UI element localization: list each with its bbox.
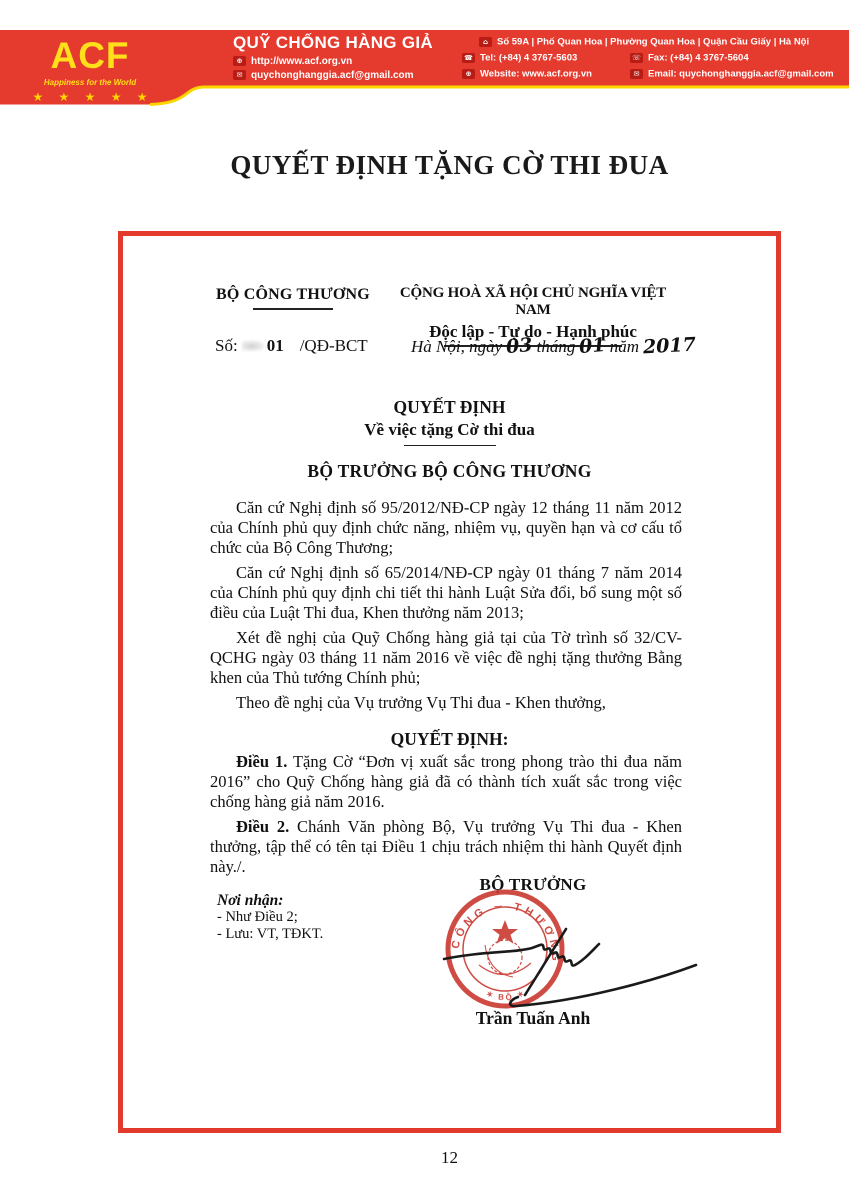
globe-icon: ⊕ [462,69,475,79]
signer-name: Trần Tuấn Anh [475,1008,591,1028]
stamp-ring-text: CÔNG ─ THƯƠNG [449,900,562,966]
org-email: quychonghanggia.acf@gmail.com [251,70,414,81]
recitals [210,498,682,718]
org-name: QUỸ CHỐNG HÀNG GIẢ [233,33,433,52]
document-number-line [215,336,368,356]
contact-web-email-row [462,68,834,80]
decision-title: QUYẾT ĐỊNH [393,397,506,417]
recital-paragraph: Căn cứ Nghị định số 65/2014/NĐ-CP ngày 01 tháng 7 năm 2014 của Chính phủ quy định chi tiết thi hành Luật Sửa đổi, bổ sung một số điều của Luật Thi đua, Khen thưởng năm 2013; [210,563,682,622]
article-2 [210,817,682,877]
page-title: QUYẾT ĐỊNH TẶNG CỜ THI ĐUA [230,150,669,180]
number-suffix: /QĐ-BCT [299,336,368,355]
recital-paragraph: Căn cứ Nghị định số 95/2012/NĐ-CP ngày 12 tháng 11 năm 2012 của Chính phủ quy định chức năng, nhiệm vụ, quyền hạn và cơ cấu tổ chức của Bộ Công Thương; [210,498,682,557]
issuer-block [210,286,376,310]
operative-heading: QUYẾT ĐỊNH: [390,729,509,749]
email-icon: ✉ [630,69,643,79]
contact-block [462,36,834,85]
articles [210,752,682,882]
article-1-label: Điều 1. [236,752,288,771]
contact-email-wrap [630,69,834,80]
date-month-handwritten: 01 [578,333,607,359]
contact-email: Email: quychonghanggia.acf@gmail.com [648,68,834,80]
signature-flourish [444,944,599,966]
signature-diagonal [525,929,566,995]
date-day-handwritten: 03 [505,333,534,359]
article-2-label: Điều 2. [236,817,290,836]
org-block [233,33,433,81]
acf-acronym: ACF [50,35,130,76]
date-month-label: tháng [536,337,576,356]
stamp-bottom-text: ✶ BỘ ✶ [484,988,528,1003]
recipients-label: Nơi nhận: [217,892,284,909]
signature-strokes [428,885,714,1017]
number-prefix: Số: [215,336,238,355]
contact-fax: Fax: (+84) 4 3767-5604 [648,52,749,64]
motto-line1: CỘNG HOÀ XÃ HỘI CHỦ NGHĨA VIỆT NAM [399,285,667,318]
date-line [411,335,700,357]
document-frame [118,231,781,1133]
contact-tel: Tel: (+84) 4 3767-5603 [480,52,578,64]
recipients-item: - Như Điều 2; [217,909,298,925]
contact-fax-wrap [630,53,749,64]
recipients-item: - Lưu: VT, TĐKT. [217,926,324,942]
recital-paragraph: Theo đề nghị của Vụ trưởng Vụ Thi đua - Khen thưởng, [236,693,606,712]
contact-website: Website: www.acf.org.vn [480,68,592,80]
issuer-name: BỘ CÔNG THƯƠNG [216,286,370,303]
home-icon: ⌂ [479,37,492,47]
date-place: Hà Nội, ngày [411,337,503,356]
acf-tagline: Happiness for the World [43,78,137,87]
contact-tel-fax-row [462,53,809,63]
contact-address: Số 59A | Phố Quan Hoa | Phường Quan Hoa | Quận Cầu Giấy | Hà Nội [497,36,810,48]
motto-line2: Độc lập - Tự do - Hạnh phúc [429,322,637,341]
org-email-row [233,70,433,81]
fax-icon: ☏ [630,53,643,63]
authority-line: BỘ TRƯỞNG BỘ CÔNG THƯƠNG [307,461,592,481]
recital-paragraph: Xét đề nghị của Quỹ Chống hàng giả tại của Tờ trình số 32/CV-QCHG ngày 03 tháng 11 năm 2016 về việc đề nghị tặng thưởng Bằng khen của Thủ tướng Chính phủ; [210,628,682,687]
number-value: 01 [266,336,284,355]
issuer-underline [253,308,333,310]
decision-heading [123,397,776,446]
signature-title: BỘ TRƯỞNG [479,875,587,894]
email-icon: ✉ [233,70,246,80]
article-1-text: Tặng Cờ “Đơn vị xuất sắc trong phong trào thi đua năm 2016” cho Quỹ Chống hàng giả đã có thành tích xuất sắc trong việc chống hàng giả năm 2016. [210,752,682,811]
acf-stars: ★ ★ ★ ★ ★ [32,90,154,104]
decision-subtitle: Về việc tặng Cờ thi đua [364,420,535,439]
recipients-block [217,892,323,943]
article-2-text: Chánh Văn phòng Bộ, Vụ trưởng Vụ Thi đua - Khen thưởng, tập thể có tên tại Điều 1 chịu trách nhiệm thi hành Quyết định này./. [210,817,682,876]
acf-logo [0,30,180,104]
decision-rule [404,445,496,446]
article-1 [210,752,682,812]
org-website: http://www.acf.org.vn [251,56,353,67]
contact-address-row [462,37,809,47]
globe-icon: ⊕ [233,56,246,66]
phone-icon: ☎ [462,53,475,63]
stamp-smudge [242,340,266,351]
banner-yellow-swoosh [150,87,849,105]
date-year-handwritten: 2017 [642,333,697,359]
org-website-row [233,56,433,67]
page-number: 12 [441,1148,458,1167]
signature-underline-sweep [510,965,696,1006]
date-year-label: năm [609,337,640,356]
